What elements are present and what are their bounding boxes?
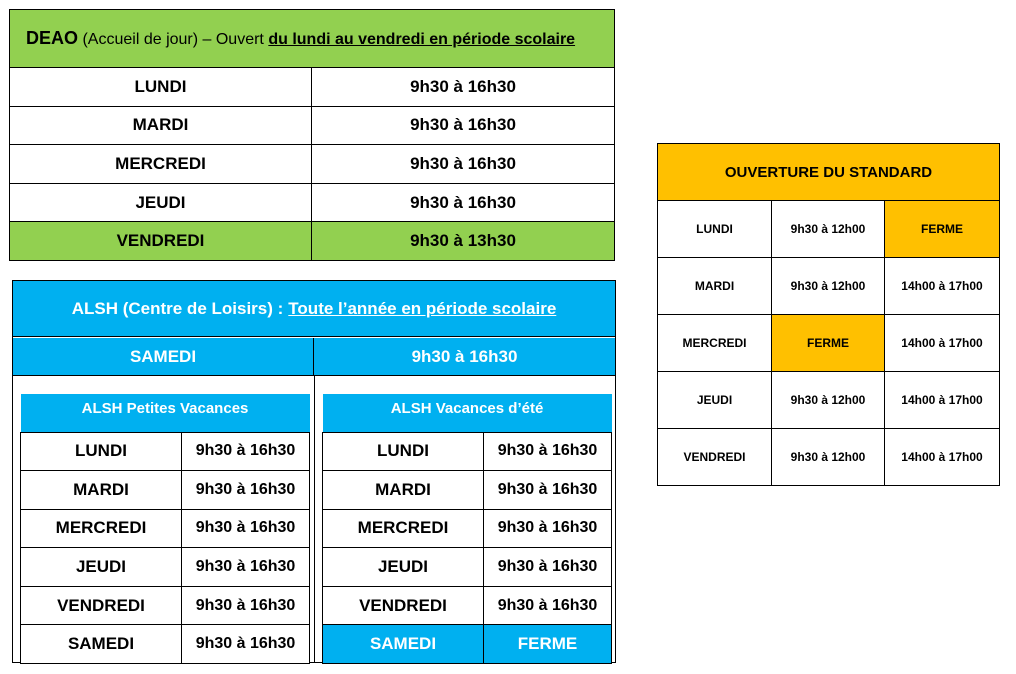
day-cell: MARDI [658,258,772,315]
alsh-petites-vacances-table [20,394,310,664]
hours-cell: FERME [484,625,612,664]
hours-cell: 9h30 à 13h30 [312,222,615,261]
deao-title-underlined: du lundi au vendredi en période scolaire [268,31,576,48]
vacances-ete-title: ALSH Vacances d’été [323,394,612,432]
hours-cell: 9h30 à 16h30 [182,586,310,625]
afternoon-cell: 14h00 à 17h00 [885,372,1000,429]
table-row [10,183,615,222]
morning-cell: 9h30 à 12h00 [772,258,885,315]
table-row [10,106,615,145]
day-cell: MARDI [323,471,484,510]
table-row-highlighted [10,222,615,261]
day-cell: VENDREDI [21,586,182,625]
table-row [323,509,612,548]
deao-schedule-table [9,9,615,261]
day-cell: MERCREDI [323,509,484,548]
saturday-day-cell: SAMEDI [13,338,314,375]
afternoon-cell: 14h00 à 17h00 [885,258,1000,315]
petites-vacances-title: ALSH Petites Vacances [21,394,310,432]
hours-cell: 9h30 à 16h30 [312,183,615,222]
table-row [21,548,310,587]
day-cell: LUNDI [10,68,312,107]
hours-cell: 9h30 à 16h30 [484,586,612,625]
table-row [21,625,310,664]
table-row [21,509,310,548]
hours-cell: 9h30 à 16h30 [312,145,615,184]
day-cell: JEUDI [323,548,484,587]
table-row [658,372,1000,429]
alsh-header [13,281,615,337]
alsh-title: ALSH (Centre de Loisirs) : [71,298,284,318]
day-cell: JEUDI [658,372,772,429]
day-cell: SAMEDI [21,625,182,664]
day-cell: LUNDI [658,201,772,258]
hours-cell: 9h30 à 16h30 [182,548,310,587]
day-cell: LUNDI [21,432,182,471]
table-row [10,68,615,107]
table-row [658,429,1000,486]
morning-cell: 9h30 à 12h00 [772,429,885,486]
table-row [21,586,310,625]
hours-cell: 9h30 à 16h30 [182,625,310,664]
hours-cell: 9h30 à 16h30 [312,68,615,107]
day-cell: VENDREDI [323,586,484,625]
day-cell: JEUDI [21,548,182,587]
day-cell: MERCREDI [658,315,772,372]
deao-header [10,10,615,68]
table-row [21,471,310,510]
hours-cell: 9h30 à 16h30 [182,509,310,548]
saturday-hours-cell: 9h30 à 16h30 [411,346,518,366]
afternoon-cell: 14h00 à 17h00 [885,429,1000,486]
standard-schedule-table [657,143,1000,486]
day-cell: SAMEDI [323,625,484,664]
column-divider [314,376,315,663]
table-row-highlighted [323,625,612,664]
table-row [323,471,612,510]
table-row [658,201,1000,258]
morning-cell: 9h30 à 12h00 [772,201,885,258]
alsh-title-underlined: Toute l’année en période scolaire [288,298,557,318]
morning-cell: 9h30 à 12h00 [772,372,885,429]
alsh-saturday-row [13,338,615,376]
day-cell: MERCREDI [10,145,312,184]
day-cell: JEUDI [10,183,312,222]
day-cell: VENDREDI [658,429,772,486]
hours-cell: 9h30 à 16h30 [484,509,612,548]
table-row [658,258,1000,315]
table-row [21,432,310,471]
day-cell: MERCREDI [21,509,182,548]
hours-cell: 9h30 à 16h30 [484,471,612,510]
hours-cell: 9h30 à 16h30 [182,432,310,471]
day-cell: MARDI [21,471,182,510]
table-row [658,315,1000,372]
afternoon-cell: 14h00 à 17h00 [885,315,1000,372]
deao-title-bold: DEAO [26,28,79,48]
standard-title: OUVERTURE DU STANDARD [658,144,1000,201]
day-cell: MARDI [10,106,312,145]
table-row [323,548,612,587]
table-row [323,432,612,471]
table-row [10,145,615,184]
day-cell: VENDREDI [10,222,312,261]
hours-cell: 9h30 à 16h30 [182,471,310,510]
alsh-vacances-ete-table [322,394,612,664]
hours-cell: 9h30 à 16h30 [484,432,612,471]
morning-cell-closed: FERME [772,315,885,372]
table-row [323,586,612,625]
hours-cell: 9h30 à 16h30 [484,548,612,587]
day-cell: LUNDI [323,432,484,471]
afternoon-cell-closed: FERME [885,201,1000,258]
hours-cell: 9h30 à 16h30 [312,106,615,145]
deao-title-mid: (Accueil de jour) – Ouvert [82,31,264,48]
